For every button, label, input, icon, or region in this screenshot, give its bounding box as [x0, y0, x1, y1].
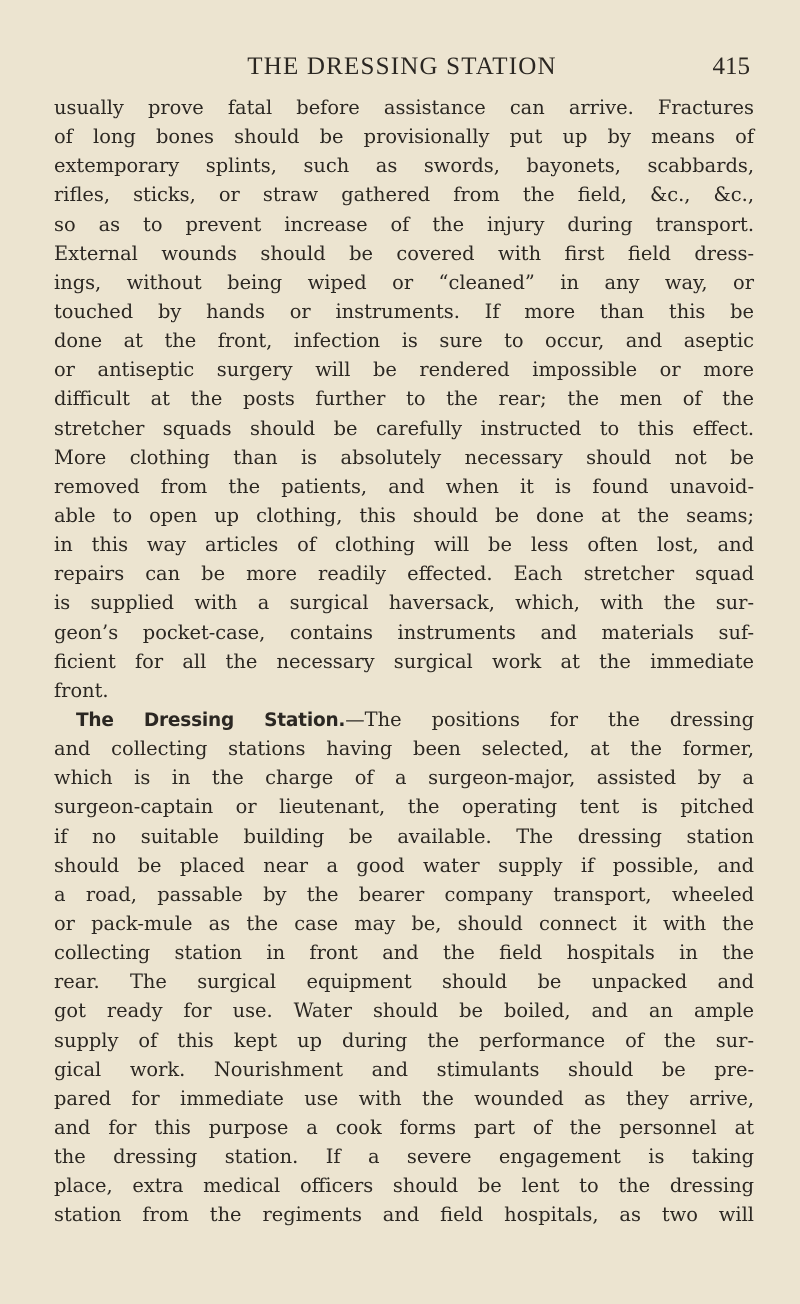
text-line: pared for immediate use with the wounded as they arrive,	[54, 1086, 754, 1110]
text-line: rifles, sticks, or straw gathered from the field, &c., &c.,	[54, 183, 754, 207]
text-line: surgeon-captain or lieutenant, the operating tent is pitched	[54, 795, 754, 819]
text-line: ings, without being wiped or “cleaned” in any way, or	[54, 270, 754, 294]
text-line: More clothing than is absolutely necessary should not be	[54, 445, 754, 469]
text-line: supply of this kept up during the performance of the sur-	[54, 1028, 754, 1052]
text-line: the dressing station. If a severe engagement is taking	[54, 1145, 754, 1169]
text-line: or pack-mule as the case may be, should connect it with the	[54, 911, 754, 935]
text-line: of long bones should be provisionally put up by means of	[54, 125, 754, 149]
text-line: which is in the charge of a surgeon-major, assisted by a	[54, 766, 754, 790]
text-line: so as to prevent increase of the injury during transport.	[54, 212, 754, 236]
text-line: rear. The surgical equipment should be unpacked and	[54, 970, 754, 994]
text-line: or antiseptic surgery will be rendered impossible or more	[54, 358, 754, 382]
heading-line-rest: —The positions for the dressing	[345, 707, 754, 731]
text-line: should be placed near a good water supply if possible, and	[54, 853, 754, 877]
page-number: 415	[712, 53, 750, 80]
text-line: got ready for use. Water should be boiled, and an ample	[54, 999, 754, 1023]
text-line: done at the front, infection is sure to occur, and aseptic	[54, 329, 754, 353]
body-text	[54, 93, 754, 1229]
paragraph-fractures	[54, 93, 754, 705]
text-line: able to open up clothing, this should be done at the seams;	[54, 503, 754, 527]
text-line: is supplied with a surgical haversack, which, with the sur-	[54, 591, 754, 615]
text-line: and for this purpose a cook forms part of the personnel at	[54, 1115, 754, 1139]
text-line: removed from the patients, and when it is found unavoid-	[54, 474, 754, 498]
text-line: External wounds should be covered with first field dress-	[54, 241, 754, 265]
text-line: station from the regiments and field hospitals, as two will	[54, 1203, 754, 1227]
paragraph-dressing-station	[54, 705, 754, 1230]
text-line: difficult at the posts further to the rear; the men of the	[54, 387, 754, 411]
text-line: front.	[54, 678, 109, 702]
text-line: touched by hands or instruments. If more than this be	[54, 299, 754, 323]
text-line: stretcher squads should be carefully instructed to this effect.	[54, 416, 754, 440]
text-line	[54, 705, 754, 734]
text-line: extemporary splints, such as swords, bayonets, scabbards,	[54, 154, 754, 178]
text-line: repairs can be more readily effected. Each stretcher squad	[54, 562, 754, 586]
text-line: ficient for all the necessary surgical work at the immediate	[54, 649, 754, 673]
running-title: THE DRESSING STATION	[247, 53, 557, 80]
text-line: place, extra medical officers should be lent to the dressing	[54, 1174, 754, 1198]
text-line: if no suitable building be available. The dressing station	[54, 824, 754, 848]
text-line: in this way articles of clothing will be less often lost, and	[54, 533, 754, 557]
running-head	[54, 52, 750, 82]
text-line: and collecting stations having been selected, at the former,	[54, 737, 754, 761]
section-heading: The Dressing Station.	[76, 709, 346, 731]
text-line: a road, passable by the bearer company transport, wheeled	[54, 882, 754, 906]
text-line: gical work. Nourishment and stimulants should be pre-	[54, 1057, 754, 1081]
text-line: collecting station in front and the field hospitals in the	[54, 941, 754, 965]
text-line: geon’s pocket-case, contains instruments and materials suf-	[54, 620, 754, 644]
text-line: usually prove fatal before assistance can arrive. Fractures	[54, 96, 754, 119]
